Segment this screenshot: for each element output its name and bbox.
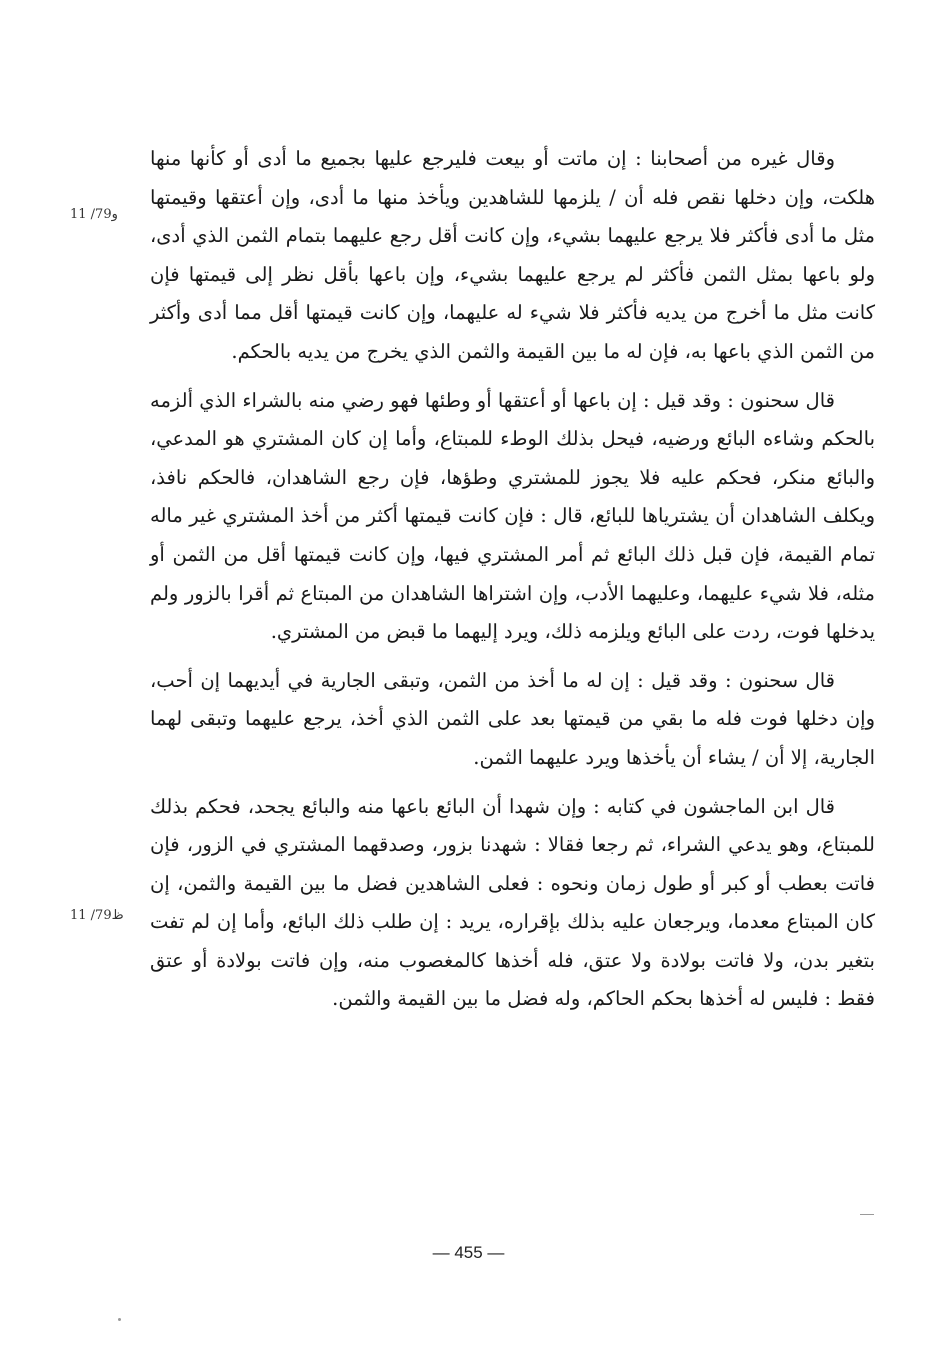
paragraph-3-text: قال سحنون : وقد قيل : إن له ما أخذ من الثمن، وتبقى الجارية في أيديهما إن أحب، وإن دخلها فوت فله ما بقي من قيمتها بعد على الثمن الذي أخذ، يرجع عليهما وتبقى لهما الجارية، إلا أن / يشاء أن يأخذها ويرد عليهما الثمن.	[150, 668, 875, 769]
paragraph-1-text: وقال غيره من أصحابنا : إن ماتت أو بيعت فليرجع عليها بجميع ما أدى أو كأنها منها هلكت، وإن دخلها نقص فله أن / يلزمها للشاهدين ويأخذ منها ما أدى، وإن أعتقها وقيمتها مثل ما أدى فأكثر فلا يرجع عليهما بشيء، وإن كانت أقل رجع عليهما بتمام الثمن الذي أدى، ولو باعها بمثل الثمن فأكثر لم يرجع عليهما بشيء، وإن باعها بأقل نظر إلى قيمتها فإن كانت مثل ما أخرج من يديه فأكثر فلا شيء له عليهما، وإن كانت قيمتها أقل مما أدى وأكثر من الثمن الذي باعها به، فإن له ما بين القيمة والثمن الذي يخرج من يديه بالحكم.	[150, 147, 875, 363]
scan-speck	[860, 1214, 874, 1215]
paragraph-2-text: قال سحنون : وقد قيل : إن باعها أو أعتقها أو وطئها فهو رضي منه بالشراء الذي ألزمه بالحكم وشاءه البائع ورضيه، فيحل بذلك الوطء للمبتاع، وأما إن كان المشتري هو المدعي، والبائع منكر، فحكم عليه فلا يجوز للمشتري وطؤها، فإن رجع الشاهدان، فالحكم نافذ، ويكلف الشاهدان أن يشترياها للبائع، قال : فإن كانت قيمتها أكثر من أخذ المشتري غير ماله تمام القيمة، فإن قبل ذلك البائع ثم أمر المشتري فيها، وإن كانت قيمتها أقل من الثمن أو مثله، فلا شيء عليهما، وعليهما الأدب، وإن اشتراها الشاهدان من المبتاع ثم أقرا بالزور ولم يدخلها فوت، ردت على البائع ويلزمه ذلك، ويرد إليهما ما قبض من المشتري.	[150, 388, 875, 644]
paragraph-3	[150, 662, 875, 778]
folio-marker-verso: 11 /79ظ	[70, 908, 124, 923]
main-text	[150, 140, 875, 1019]
paragraph-4-text: قال ابن الماجشون في كتابه : وإن شهدا أن البائع باعها منه والبائع يجحد، فحكم بذلك للمبتاع، وهو يدعي الشراء، ثم رجعا فقالا : شهدنا بزور، وصدقهما المشتري في الزور، فإن فاتت بعطب أو كبر أو طول زمان ونحوه : فعلى الشاهدين فضل ما بين القيمة والثمن، إن كان المبتاع معدما، ويرجعان عليه بذلك بإقراره، يريد : إن طلب ذلك البائع، وأما إن لم تفت بتغير بدن، ولا فاتت بولادة ولا عتق، فله أخذها كالمغصوب منه، وإن فاتت بولادة أو عتق فقط : فليس له أخذها بحكم الحاكم، وله فضل ما بين القيمة والثمن.	[150, 794, 875, 1011]
paragraph-2	[150, 382, 875, 652]
paragraph-4	[150, 788, 875, 1020]
paragraph-1	[150, 140, 875, 372]
folio-marker-recto: 11 /79و	[70, 207, 118, 222]
scan-speck	[118, 1318, 121, 1321]
page-number: — 455 —	[432, 1243, 505, 1262]
